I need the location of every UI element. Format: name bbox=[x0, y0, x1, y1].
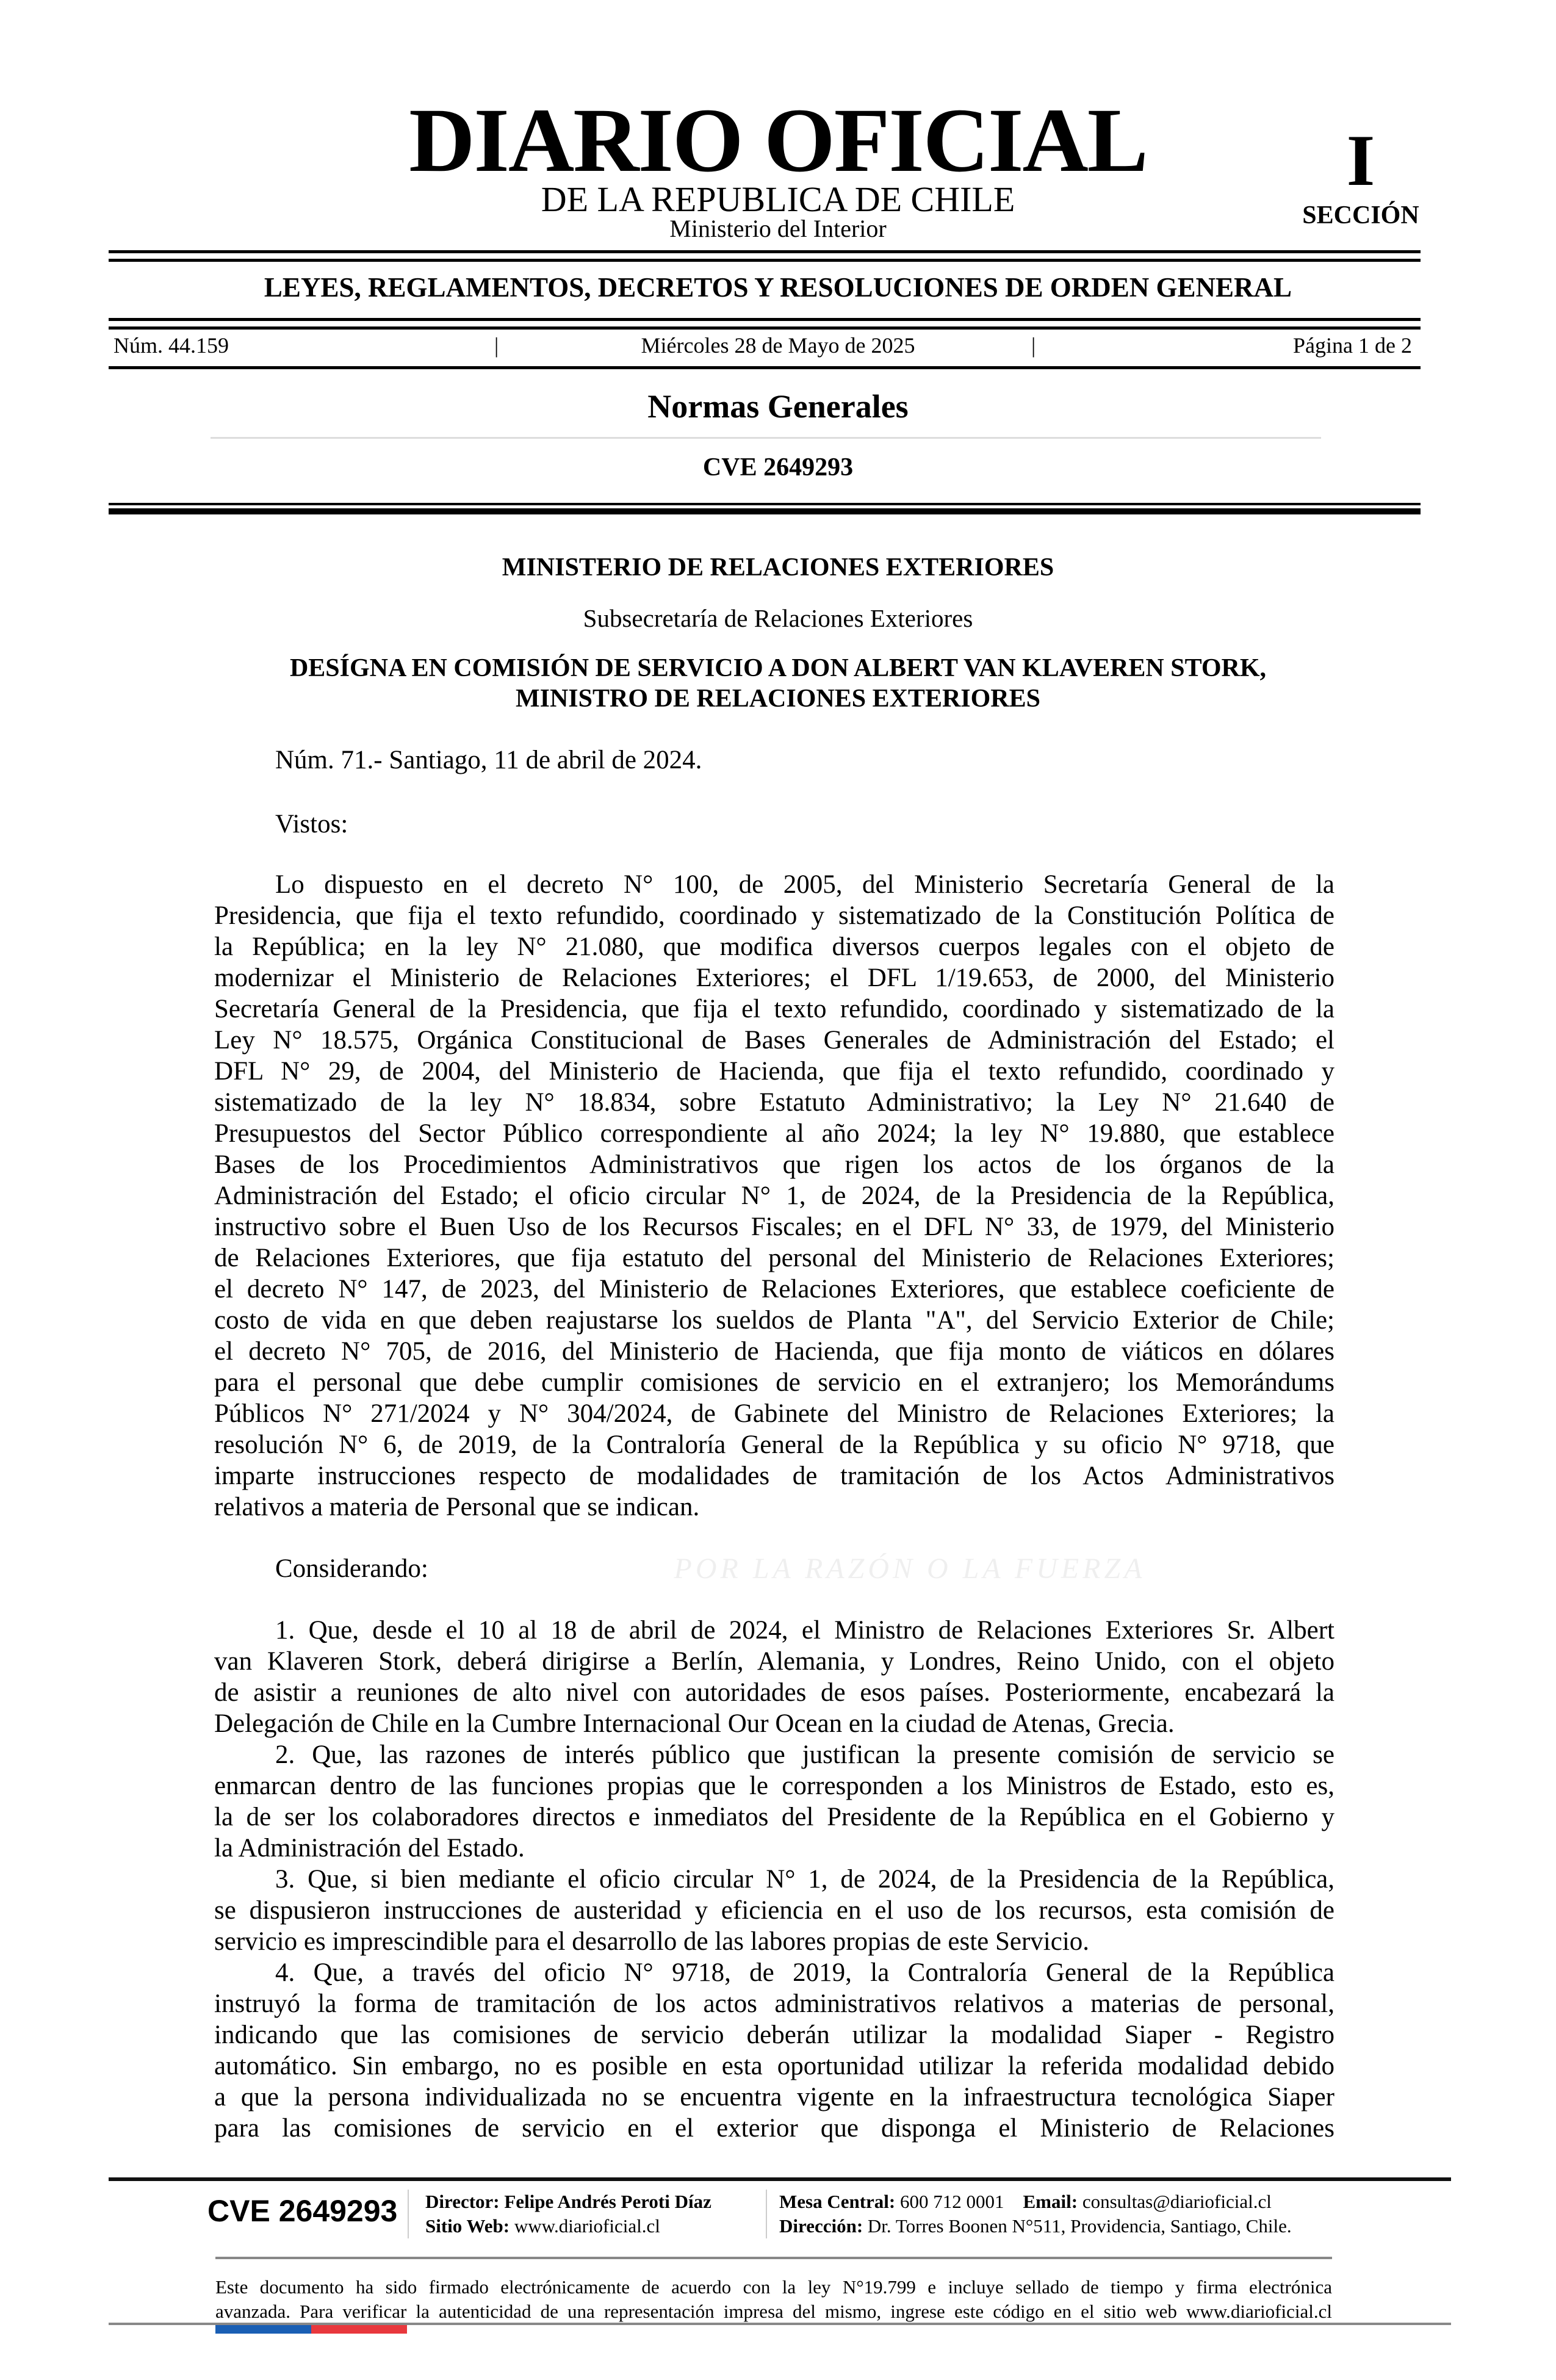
vistos-line: Administración del Estado; el oficio circular N° 1, de 2024, de la Presidencia de la República, bbox=[214, 1181, 1334, 1210]
document-ministry: MINISTERIO DE RELACIONES EXTERIORES bbox=[502, 554, 1054, 582]
vistos-line: para el personal que debe cumplir comisiones de servicio en el extranjero; los Memorándums bbox=[214, 1368, 1334, 1397]
issue-number: Núm. 44.159 bbox=[113, 333, 229, 358]
vistos-line: Públicos N° 271/2024 y N° 304/2024, de Gabinete del Ministro de Relaciones Exteriores; la bbox=[214, 1399, 1334, 1428]
meta-separator: | bbox=[1031, 333, 1036, 358]
divider bbox=[109, 326, 1421, 330]
considerando-line: 1. Que, desde el 10 al 18 de abril de 2024, el Ministro de Relaciones Exteriores Sr. Albert bbox=[275, 1616, 1334, 1645]
vistos-line: Bases de los Procedimientos Administrativos que rigen los actos de los órganos de la bbox=[214, 1150, 1334, 1179]
flag-stripe-blue bbox=[215, 2325, 311, 2334]
vistos-line: la República; en la ley N° 21.080, que modifica diversos cuerpos legales con el objeto de bbox=[214, 932, 1334, 961]
considerando-line: la Administración del Estado. bbox=[214, 1834, 525, 1863]
category-heading: Normas Generales bbox=[647, 388, 909, 425]
divider bbox=[109, 259, 1421, 262]
phone: 600 712 0001 bbox=[900, 2191, 1004, 2212]
footer-cve: CVE 2649293 bbox=[207, 2194, 398, 2228]
vistos-line: modernizar el Ministerio de Relaciones Exteriores; el DFL 1/19.653, de 2000, del Ministerio bbox=[214, 964, 1334, 992]
vistos-paragraph bbox=[214, 869, 1334, 1523]
page-indicator: Página 1 de 2 bbox=[1293, 333, 1412, 358]
considerando-item bbox=[214, 1957, 1334, 2144]
considerando-line: van Klaveren Stork, deberá dirigirse a Berlín, Alemania, y Londres, Reino Unido, con el objeto bbox=[214, 1647, 1334, 1676]
considerando-item bbox=[214, 1739, 1334, 1864]
meta-separator: | bbox=[494, 333, 499, 358]
considerando-line: 4. Que, a través del oficio N° 9718, de 2019, la Contraloría General de la República bbox=[275, 1958, 1334, 1987]
considerando-line: automático. Sin embargo, no es posible en esta oportunidad utilizar la referida modalidad debido bbox=[214, 2052, 1334, 2080]
divider bbox=[109, 366, 1421, 369]
considerando-line: 2. Que, las razones de interés público que justifican la presente comisión de servicio se bbox=[275, 1740, 1334, 1769]
section-number: I bbox=[1346, 120, 1375, 201]
considerandos bbox=[214, 1615, 1334, 2144]
footer-notice-line: avanzada. Para verificar la autenticidad de una representación impresa del mismo, ingrese este código en el sitio web www.diarioficial.cl bbox=[215, 2301, 1332, 2322]
address: Dr. Torres Boonen N°511, Providencia, Santiago, Chile. bbox=[867, 2215, 1292, 2237]
divider bbox=[109, 503, 1421, 505]
vistos-line: DFL N° 29, de 2004, del Ministerio de Hacienda, que fija el texto refundido, coordinado y bbox=[214, 1057, 1334, 1086]
considerando-line: enmarcan dentro de las funciones propias que le corresponden a los Ministros de Estado, esto es, bbox=[214, 1772, 1334, 1800]
considerando-line: instruyó la forma de tramitación de los actos administrativos relativos a materias de personal, bbox=[214, 1989, 1334, 2018]
divider bbox=[211, 437, 1321, 439]
considerando-line: servicio es imprescindible para el desarrollo de las labores propias de este Servicio. bbox=[214, 1927, 1090, 1956]
web-link[interactable]: www.diarioficial.cl bbox=[514, 2215, 660, 2237]
considerando-item bbox=[214, 1615, 1334, 1739]
footer-notice-line: Este documento ha sido firmado electrónicamente de acuerdo con la ley N°19.799 e incluye sellado de tiempo y firma electrónica bbox=[215, 2276, 1332, 2298]
divider bbox=[109, 318, 1421, 321]
considerando-line: la de ser los colaboradores directos e inmediatos del Presidente de la República en el Gobierno y bbox=[214, 1803, 1334, 1831]
considerando-item bbox=[214, 1864, 1334, 1957]
document-title-line-1: DESÍGNA EN COMISIÓN DE SERVICIO A DON ALBERT VAN KLAVEREN STORK, bbox=[289, 654, 1267, 682]
web-label: Sitio Web: bbox=[425, 2215, 510, 2237]
director-name: Felipe Andrés Peroti Díaz bbox=[504, 2191, 711, 2212]
issue-date: Miércoles 28 de Mayo de 2025 bbox=[641, 333, 915, 358]
address-label: Dirección: bbox=[779, 2215, 863, 2237]
vistos-line: Secretaría General de la Presidencia, que fija el texto refundido, coordinado y sistematizado de la bbox=[214, 995, 1334, 1023]
considerando-line: Delegación de Chile en la Cumbre Internacional Our Ocean en la ciudad de Atenas, Grecia. bbox=[214, 1709, 1175, 1738]
document-title-line-2: MINISTRO DE RELACIONES EXTERIORES bbox=[515, 685, 1041, 713]
footer-divider bbox=[215, 2257, 1332, 2259]
vistos-line: resolución N° 6, de 2019, de la Contraloría General de la República y su oficio N° 9718, que bbox=[214, 1430, 1334, 1459]
vistos-line: imparte instrucciones respecto de modalidades de tramitación de los Actos Administrativos bbox=[214, 1462, 1334, 1490]
email-label: Email: bbox=[1023, 2191, 1078, 2212]
vistos-line: relativos a materia de Personal que se indican. bbox=[214, 1493, 700, 1521]
vistos-line: sistematizado de la ley N° 18.834, sobre Estatuto Administrativo; la Ley N° 21.640 de bbox=[214, 1088, 1334, 1117]
document-body bbox=[214, 869, 1334, 2144]
masthead-ministry: Ministerio del Interior bbox=[669, 215, 887, 242]
email-link[interactable]: consultas@diarioficial.cl bbox=[1082, 2191, 1272, 2212]
considerando-label: Considerando: bbox=[275, 1554, 428, 1583]
footer-divider bbox=[109, 2177, 1451, 2181]
footer-separator bbox=[766, 2190, 767, 2238]
considerando-line: 3. Que, si bien mediante el oficio circular N° 1, de 2024, de la Presidencia de la República, bbox=[275, 1865, 1334, 1894]
masthead-subtitle: DE LA REPUBLICA DE CHILE bbox=[541, 179, 1015, 219]
flag-stripe-red bbox=[311, 2325, 407, 2334]
section-band: LEYES, REGLAMENTOS, DECRETOS Y RESOLUCIONES DE ORDEN GENERAL bbox=[264, 272, 1292, 303]
vistos-line: Presupuestos del Sector Público correspondiente al año 2024; la ley N° 19.880, que establece bbox=[214, 1119, 1334, 1148]
cve-code: CVE 2649293 bbox=[702, 453, 854, 481]
vistos-line: instructivo sobre el Buen Uso de los Recursos Fiscales; en el DFL N° 33, de 1979, del Ministerio bbox=[214, 1213, 1334, 1241]
phone-label: Mesa Central: bbox=[779, 2191, 896, 2212]
document-subsecretaria: Subsecretaría de Relaciones Exteriores bbox=[583, 604, 973, 632]
divider bbox=[109, 508, 1421, 514]
vistos-label: Vistos: bbox=[275, 810, 348, 838]
section-label: SECCIÓN bbox=[1302, 201, 1419, 229]
decree-number: Núm. 71.- Santiago, 11 de abril de 2024. bbox=[275, 746, 702, 774]
masthead-title: DIARIO OFICIAL bbox=[409, 90, 1147, 191]
vistos-line: Lo dispuesto en el decreto N° 100, de 2005, del Ministerio Secretaría General de la bbox=[275, 870, 1334, 899]
vistos-line: de Relaciones Exteriores, que fija estatuto del personal del Ministerio de Relaciones Exteriores; bbox=[214, 1244, 1334, 1272]
watermark-motto: POR LA RAZÓN O LA FUERZA bbox=[674, 1552, 1146, 1585]
vistos-line: el decreto N° 705, de 2016, del Ministerio de Hacienda, que fija monto de viáticos en dólares bbox=[214, 1337, 1334, 1366]
vistos-line: el decreto N° 147, de 2023, del Ministerio de Relaciones Exteriores, que establece coeficiente de bbox=[214, 1275, 1334, 1304]
vistos-line: costo de vida en que deben reajustarse los sueldos de Planta "A", del Servicio Exterior de Chile; bbox=[214, 1306, 1334, 1335]
vistos-line: Presidencia, que fija el texto refundido, coordinado y sistematizado de la Constitución Política de bbox=[214, 901, 1334, 930]
vistos-line: Ley N° 18.575, Orgánica Constitucional de Bases Generales de Administración del Estado; el bbox=[214, 1026, 1334, 1055]
considerando-line: para las comisiones de servicio en el exterior que disponga el Ministerio de Relaciones bbox=[214, 2114, 1334, 2143]
footer-separator bbox=[408, 2190, 409, 2238]
considerando-row bbox=[214, 1553, 1334, 1584]
divider bbox=[109, 250, 1421, 253]
director-label: Director: bbox=[425, 2191, 500, 2212]
considerando-line: de asistir a reuniones de alto nivel con autoridades de esos países. Posteriormente, encabezará la bbox=[214, 1678, 1334, 1707]
considerando-line: se dispusieron instrucciones de austeridad y eficiencia en el uso de los recursos, esta comisión de bbox=[214, 1896, 1334, 1925]
considerando-line: a que la persona individualizada no se encuentra vigente en la infraestructura tecnológica Siaper bbox=[214, 2083, 1334, 2111]
considerando-line: indicando que las comisiones de servicio deberán utilizar la modalidad Siaper - Registro bbox=[214, 2021, 1334, 2049]
